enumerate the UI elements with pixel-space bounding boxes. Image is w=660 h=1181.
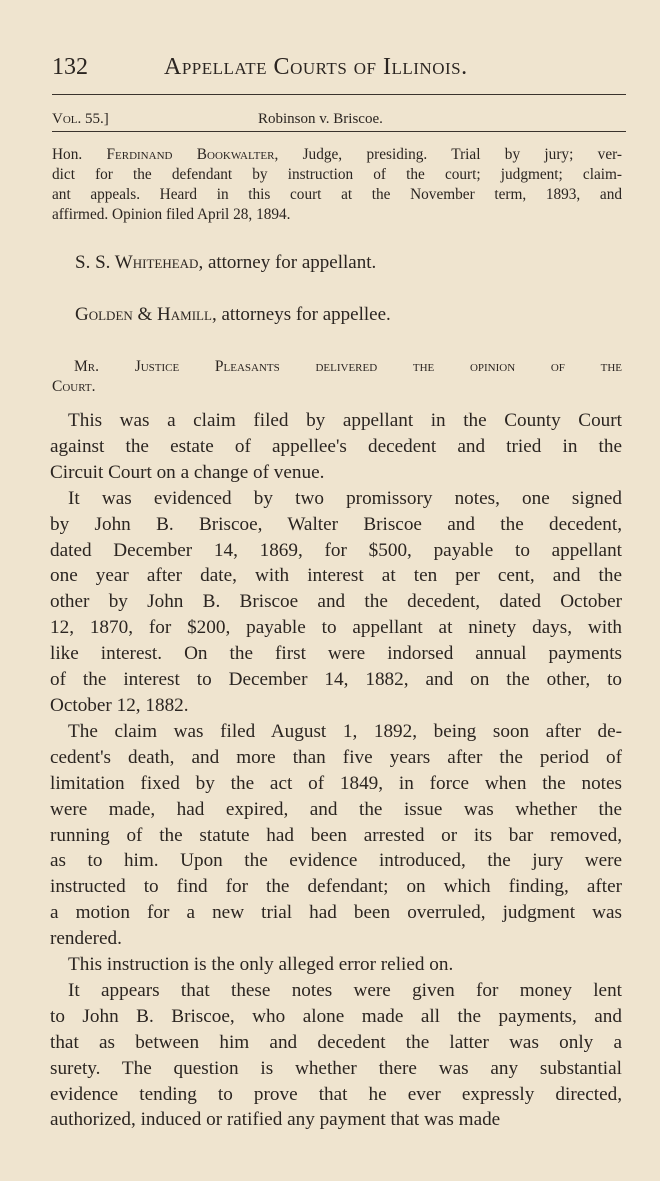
opinion-body bbox=[50, 408, 622, 1133]
text-line: It was evidenced by two promissory notes, one signed bbox=[68, 487, 622, 509]
text-line: by John B. Briscoe, Walter Briscoe and the decedent, bbox=[50, 513, 622, 535]
text-line: This instruction is the only alleged error relied on. bbox=[68, 954, 454, 976]
text-line: This was a claim filed by appellant in the County Court bbox=[68, 410, 622, 431]
headnote bbox=[52, 145, 622, 225]
judge-name: Ferdinand Bookwalter bbox=[106, 146, 275, 163]
text-line: as to him. Upon the evidence introduced, the jury were bbox=[50, 850, 622, 872]
text-line: evidence tending to prove that he ever expressly directed, bbox=[50, 1083, 622, 1105]
attorney-name: Golden & Hamill bbox=[75, 304, 212, 325]
attorney-role: , attorneys for appellee. bbox=[211, 304, 391, 325]
text-line: cedent's death, and more than five years after the period of bbox=[50, 746, 622, 768]
text-line: surety. The question is whether there was any substantial bbox=[50, 1057, 622, 1079]
text-line: were made, had expired, and the issue was whether the bbox=[50, 798, 622, 820]
text-line: It appears that these notes were given for money lent bbox=[68, 979, 622, 1001]
running-title: Appellate Courts of Illinois. bbox=[164, 54, 468, 80]
text-line: like interest. On the first were indorsed annual payments bbox=[50, 643, 622, 665]
header-rule-top bbox=[52, 94, 626, 95]
text-line: other by John B. Briscoe and the decedent, dated October bbox=[50, 591, 622, 613]
text-line: limitation fixed by the act of 1849, in force when the notes bbox=[50, 772, 622, 794]
opinion-heading bbox=[52, 357, 624, 397]
headnote-line: dict for the defendant by instruction of the court; judgment; claim- bbox=[52, 166, 622, 183]
text-line: against the estate of appellee's decedent and tried in the bbox=[50, 435, 622, 457]
text-line: instructed to find for the defendant; on which finding, after bbox=[50, 876, 622, 898]
opinion-heading-line: Mr. Justice Pleasants delivered the opinion of the bbox=[74, 358, 622, 375]
text-line: to John B. Briscoe, who alone made all the payments, and bbox=[50, 1005, 622, 1027]
headnote-line bbox=[52, 145, 622, 165]
text-line: Circuit Court on a change of venue. bbox=[50, 461, 325, 483]
text-line: The claim was filed August 1, 1892, being soon after de- bbox=[68, 720, 622, 742]
text-line: authorized, induced or ratified any payment that was made bbox=[50, 1109, 501, 1131]
headnote-line: affirmed. Opinion filed April 28, 1894. bbox=[52, 206, 291, 223]
appellant-attorney bbox=[75, 252, 376, 274]
attorney-name: S. S. Whitehead bbox=[75, 252, 199, 273]
paragraph bbox=[50, 719, 622, 952]
text-line: rendered. bbox=[50, 928, 122, 950]
text-line: October 12, 1882. bbox=[50, 694, 189, 716]
text-line: a motion for a new trial had been overruled, judgment was bbox=[50, 902, 622, 924]
volume-label: Vol. 55.] bbox=[52, 111, 109, 127]
paragraph bbox=[50, 408, 622, 486]
paragraph bbox=[50, 952, 622, 978]
paragraph bbox=[50, 486, 622, 719]
headnote-line: ant appeals. Heard in this court at the November term, 1893, and bbox=[52, 186, 622, 203]
honorific: Hon. bbox=[52, 146, 107, 163]
text-line: of the interest to December 14, 1882, and on the other, to bbox=[50, 669, 622, 691]
attorney-role: , attorney for appellant. bbox=[198, 252, 377, 273]
header-rule-bottom bbox=[52, 131, 626, 132]
text-line: that as between him and decedent the latter was only a bbox=[50, 1031, 622, 1053]
page-number: 132 bbox=[52, 54, 88, 80]
text-line: one year after date, with interest at ten per cent, and the bbox=[50, 565, 622, 587]
text-line: dated December 14, 1869, for $500, payable to appellant bbox=[50, 539, 622, 561]
case-title: Robinson v. Briscoe. bbox=[258, 111, 383, 127]
paragraph bbox=[50, 978, 622, 1133]
opinion-heading-line: Court. bbox=[52, 378, 96, 395]
text-line: 12, 1870, for $200, payable to appellant at ninety days, with bbox=[50, 617, 622, 639]
appellee-attorneys bbox=[75, 304, 391, 326]
headnote-text: , Judge, presiding. Trial by jury; ver- bbox=[274, 146, 622, 163]
text-line: running of the statute had been arrested or its bar removed, bbox=[50, 824, 622, 846]
